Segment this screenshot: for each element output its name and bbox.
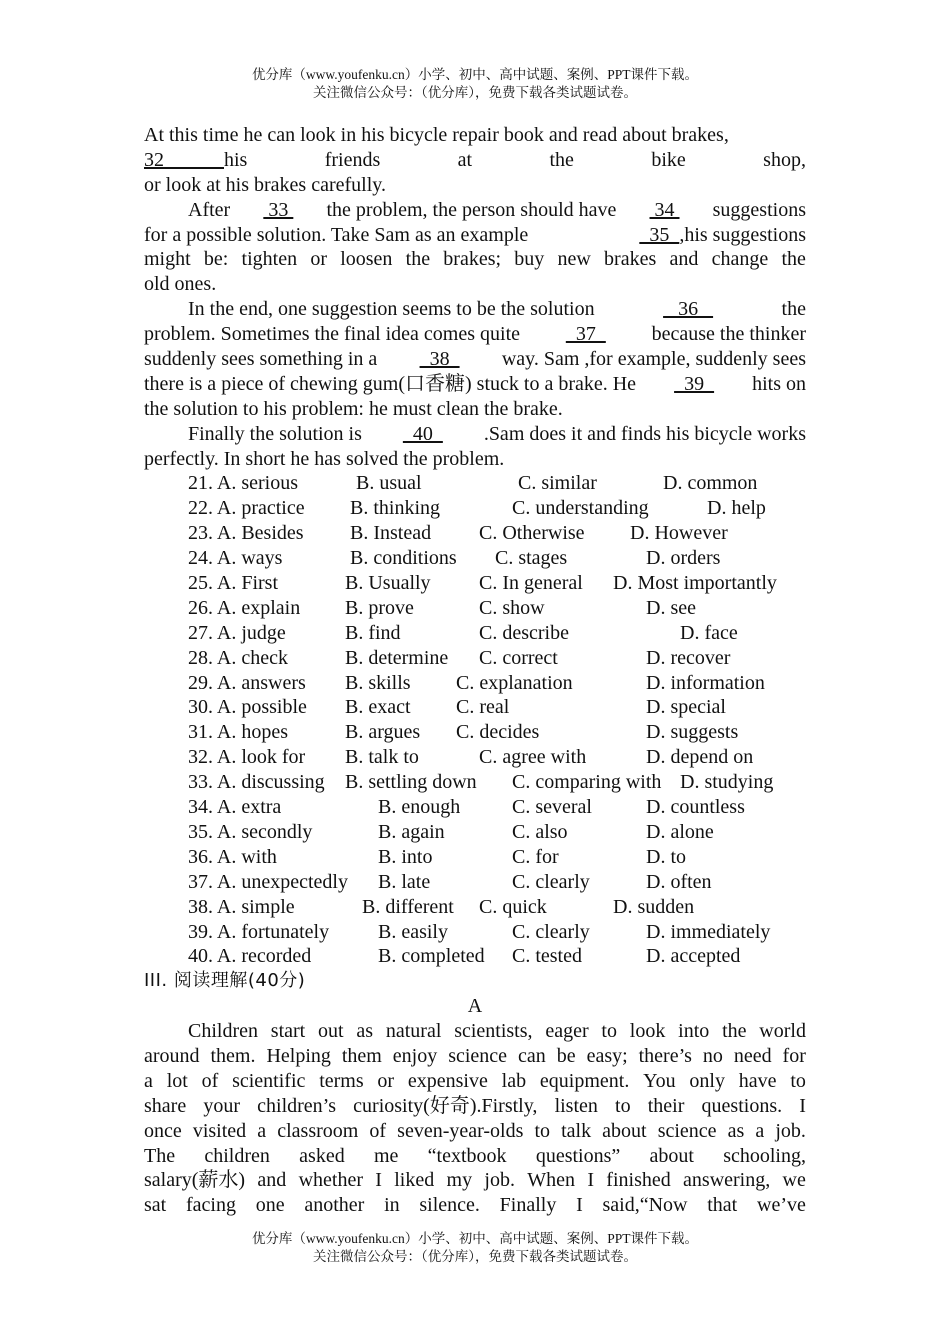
word: brakes xyxy=(604,248,657,271)
section-heading: III. 阅读理解(40分) xyxy=(144,970,306,992)
word: a xyxy=(257,1119,267,1142)
word: finished xyxy=(606,1169,671,1192)
passage-part-label: A xyxy=(467,995,483,1018)
word: loosen xyxy=(340,248,393,271)
word: science xyxy=(657,1119,717,1142)
word: schooling, xyxy=(723,1144,806,1167)
word: them xyxy=(341,1044,382,1067)
word: tighten xyxy=(241,248,298,271)
reading-line xyxy=(144,1069,806,1094)
word: one xyxy=(255,1194,285,1217)
passage-line: After 33 the problem, the person should have 34 suggestions xyxy=(188,198,806,221)
word: I xyxy=(375,1169,382,1192)
word: I xyxy=(587,1169,594,1192)
word: once xyxy=(144,1119,182,1142)
word: there’s xyxy=(638,1044,692,1067)
word: only xyxy=(689,1069,725,1092)
word: the xyxy=(405,248,431,271)
word: them. xyxy=(210,1044,256,1067)
word: that xyxy=(707,1194,738,1217)
word: out xyxy=(318,1020,344,1043)
reading-line xyxy=(144,1119,806,1144)
blank-40: 40 xyxy=(402,422,443,445)
word: whether xyxy=(298,1169,363,1192)
word: be xyxy=(556,1044,576,1067)
reading-line xyxy=(144,1094,806,1119)
word: scientists, xyxy=(454,1020,533,1043)
blank-32: 32 xyxy=(144,148,224,171)
word: me xyxy=(373,1144,399,1167)
question-22: 22. A. practice B. thinking C. understanding D. help xyxy=(188,497,766,520)
question-39: 39. A. fortunately B. easily C. clearly D. immediately xyxy=(188,920,771,943)
word: of xyxy=(201,1069,219,1092)
word: facing xyxy=(185,1194,236,1217)
passage-line: or look at his brakes carefully. xyxy=(144,173,386,196)
word: job. xyxy=(484,1169,515,1192)
blank-33: 33 xyxy=(263,198,294,221)
blank-36: 36 xyxy=(663,298,714,321)
word: sat xyxy=(144,1194,167,1217)
word: buy xyxy=(514,248,545,271)
passage-line: there is a piece of chewing gum(口香糖) stuck to a brake. He 39 hits on xyxy=(144,372,806,395)
word: no xyxy=(702,1044,723,1067)
word: When xyxy=(527,1169,576,1192)
word: “textbook xyxy=(427,1144,507,1167)
word: expensive xyxy=(407,1069,488,1092)
word: lot xyxy=(166,1069,188,1092)
word: into xyxy=(678,1020,710,1043)
word: natural xyxy=(385,1020,442,1043)
word: and xyxy=(257,1169,287,1192)
word: brakes; xyxy=(443,248,502,271)
word: a xyxy=(144,1069,153,1092)
word: of xyxy=(369,1119,387,1142)
word: curiosity(好奇).Firstly, xyxy=(353,1094,538,1117)
word: seven-year-olds xyxy=(397,1119,524,1142)
passage-line: In the end, one suggestion seems to be the solution 36 the xyxy=(188,298,806,321)
word: talk xyxy=(561,1119,592,1142)
blank-37: 37 xyxy=(565,323,606,346)
question-27: 27. A. judge B. find C. describe D. face xyxy=(188,621,738,644)
word: I xyxy=(576,1194,583,1217)
word: new xyxy=(557,248,591,271)
word: and xyxy=(669,248,699,271)
word: Children xyxy=(188,1020,258,1043)
word: we xyxy=(782,1169,806,1192)
word: You xyxy=(643,1069,676,1092)
word: equipment. xyxy=(539,1069,630,1092)
reading-line xyxy=(144,1019,806,1044)
word: I xyxy=(799,1094,806,1117)
word: to xyxy=(615,1094,631,1117)
word: my xyxy=(446,1169,473,1192)
word: classroom xyxy=(277,1119,359,1142)
word: change xyxy=(711,248,769,271)
word: Helping xyxy=(266,1044,331,1067)
question-31: 31. A. hopes B. argues C. decides D. suggests xyxy=(188,721,739,744)
word: need xyxy=(733,1044,772,1067)
word: enjoy xyxy=(392,1044,438,1067)
word: answering, xyxy=(683,1169,771,1192)
word: around xyxy=(144,1044,200,1067)
question-29: 29. A. answers B. skills C. explanation D. information xyxy=(188,671,765,694)
word: to xyxy=(601,1020,617,1043)
document-body xyxy=(144,123,806,1218)
header-line-1: 优分库（www.youfenku.cn）小学、初中、高中试题、案例、PPT课件下载。 xyxy=(251,67,699,82)
reading-line xyxy=(144,1144,806,1169)
passage-line: suddenly sees something in a 38 way. Sam ,for example, suddenly sees xyxy=(144,348,806,371)
word: visited xyxy=(192,1119,247,1142)
question-40: 40. A. recorded B. completed C. tested D. accepted xyxy=(188,945,741,968)
word: look xyxy=(629,1020,666,1043)
word: have xyxy=(738,1069,777,1092)
question-35: 35. A. secondly B. again C. also D. alone xyxy=(188,820,714,843)
question-33: 33. A. discussing B. settling down C. comparing with D. studying xyxy=(188,771,774,794)
header-line-2: 关注微信公众号：（优分库），免费下载各类试题试卷。 xyxy=(313,85,637,100)
question-34: 34. A. extra B. enough C. several D. countless xyxy=(188,796,745,819)
word: as xyxy=(727,1119,745,1142)
word: a xyxy=(755,1119,765,1142)
word: another xyxy=(304,1194,365,1217)
word: be: xyxy=(203,248,229,271)
word: children’s xyxy=(257,1094,337,1117)
word: listen xyxy=(554,1094,598,1117)
word: job. xyxy=(775,1119,806,1142)
word: Finally xyxy=(499,1194,557,1217)
word: or xyxy=(377,1069,395,1092)
word: start xyxy=(270,1020,306,1043)
word: children xyxy=(204,1144,270,1167)
word: eager xyxy=(545,1020,589,1043)
word: questions. xyxy=(701,1094,783,1117)
word: your xyxy=(203,1094,241,1117)
word: might xyxy=(144,248,191,271)
word: asked xyxy=(299,1144,345,1167)
word: salary(薪水) xyxy=(144,1169,246,1192)
word: about xyxy=(602,1119,647,1142)
footer-line-1: 优分库（www.youfenku.cn）小学、初中、高中试题、案例、PPT课件下载。 xyxy=(251,1231,699,1246)
word: the xyxy=(722,1020,747,1043)
question-36: 36. A. with B. into C. for D. to xyxy=(188,845,686,868)
reading-line xyxy=(144,1044,806,1069)
passage-line: old ones. xyxy=(144,273,217,296)
word: terms xyxy=(319,1069,364,1092)
passage-line xyxy=(144,247,806,272)
passage-line: perfectly. In short he has solved the problem. xyxy=(144,447,505,470)
question-25: 25. A. First B. Usually C. In general D. Most importantly xyxy=(188,572,777,595)
passage-line: problem. Sometimes the final idea comes quite 37 because the thinker xyxy=(144,323,806,346)
word: lab xyxy=(501,1069,527,1092)
passage-line: the solution to his problem: he must clean the brake. xyxy=(144,397,563,420)
word: science xyxy=(448,1044,508,1067)
blank-35: 35 xyxy=(639,223,680,246)
word: to xyxy=(534,1119,551,1142)
word: we’ve xyxy=(757,1194,806,1217)
word: questions” xyxy=(535,1144,621,1167)
word: the xyxy=(781,248,806,271)
word: for xyxy=(782,1044,806,1067)
word: about xyxy=(649,1144,694,1167)
word: to xyxy=(790,1069,806,1092)
word: silence. xyxy=(419,1194,480,1217)
word: The xyxy=(144,1144,176,1167)
word: in xyxy=(384,1194,400,1217)
word: said,“Now xyxy=(602,1194,688,1217)
question-30: 30. A. possible B. exact C. real D. special xyxy=(188,696,726,719)
question-26: 26. A. explain B. prove C. show D. see xyxy=(188,596,696,619)
passage-line: 32 his friends at the bike shop, xyxy=(144,148,806,171)
word: can xyxy=(518,1044,546,1067)
page-header xyxy=(0,66,950,102)
word: liked xyxy=(394,1169,435,1192)
word: scientific xyxy=(232,1069,306,1092)
question-38: 38. A. simple B. different C. quick D. sudden xyxy=(188,895,695,918)
passage-line: for a possible solution. Take Sam as an example 35 ,his suggestions xyxy=(144,223,806,246)
reading-line xyxy=(144,1193,806,1218)
blank-34: 34 xyxy=(649,198,680,221)
word: or xyxy=(310,248,327,271)
passage-line: At this time he can look in his bicycle repair book and read about brakes, xyxy=(144,124,729,146)
question-23: 23. A. Besides B. Instead C. Otherwise D. However xyxy=(188,522,728,545)
question-21: 21. A. serious B. usual C. similar D. common xyxy=(188,472,758,495)
blank-38: 38 xyxy=(419,348,460,371)
passage-line: Finally the solution is 40 .Sam does it and finds his bicycle works xyxy=(188,422,806,445)
question-37: 37. A. unexpectedly B. late C. clearly D. often xyxy=(188,870,712,893)
question-28: 28. A. check B. determine C. correct D. recover xyxy=(188,646,731,669)
reading-line xyxy=(144,1168,806,1193)
word: as xyxy=(356,1020,374,1043)
word: easy; xyxy=(586,1044,628,1067)
word: their xyxy=(647,1094,685,1117)
blank-39: 39 xyxy=(674,372,715,395)
word: share xyxy=(144,1094,187,1117)
page-footer xyxy=(0,1230,950,1266)
question-24: 24. A. ways B. conditions C. stages D. orders xyxy=(188,547,721,570)
footer-line-2: 关注微信公众号：（优分库），免费下载各类试题试卷。 xyxy=(313,1249,637,1264)
word: world xyxy=(759,1020,806,1043)
question-32: 32. A. look for B. talk to C. agree with D. depend on xyxy=(188,746,754,769)
